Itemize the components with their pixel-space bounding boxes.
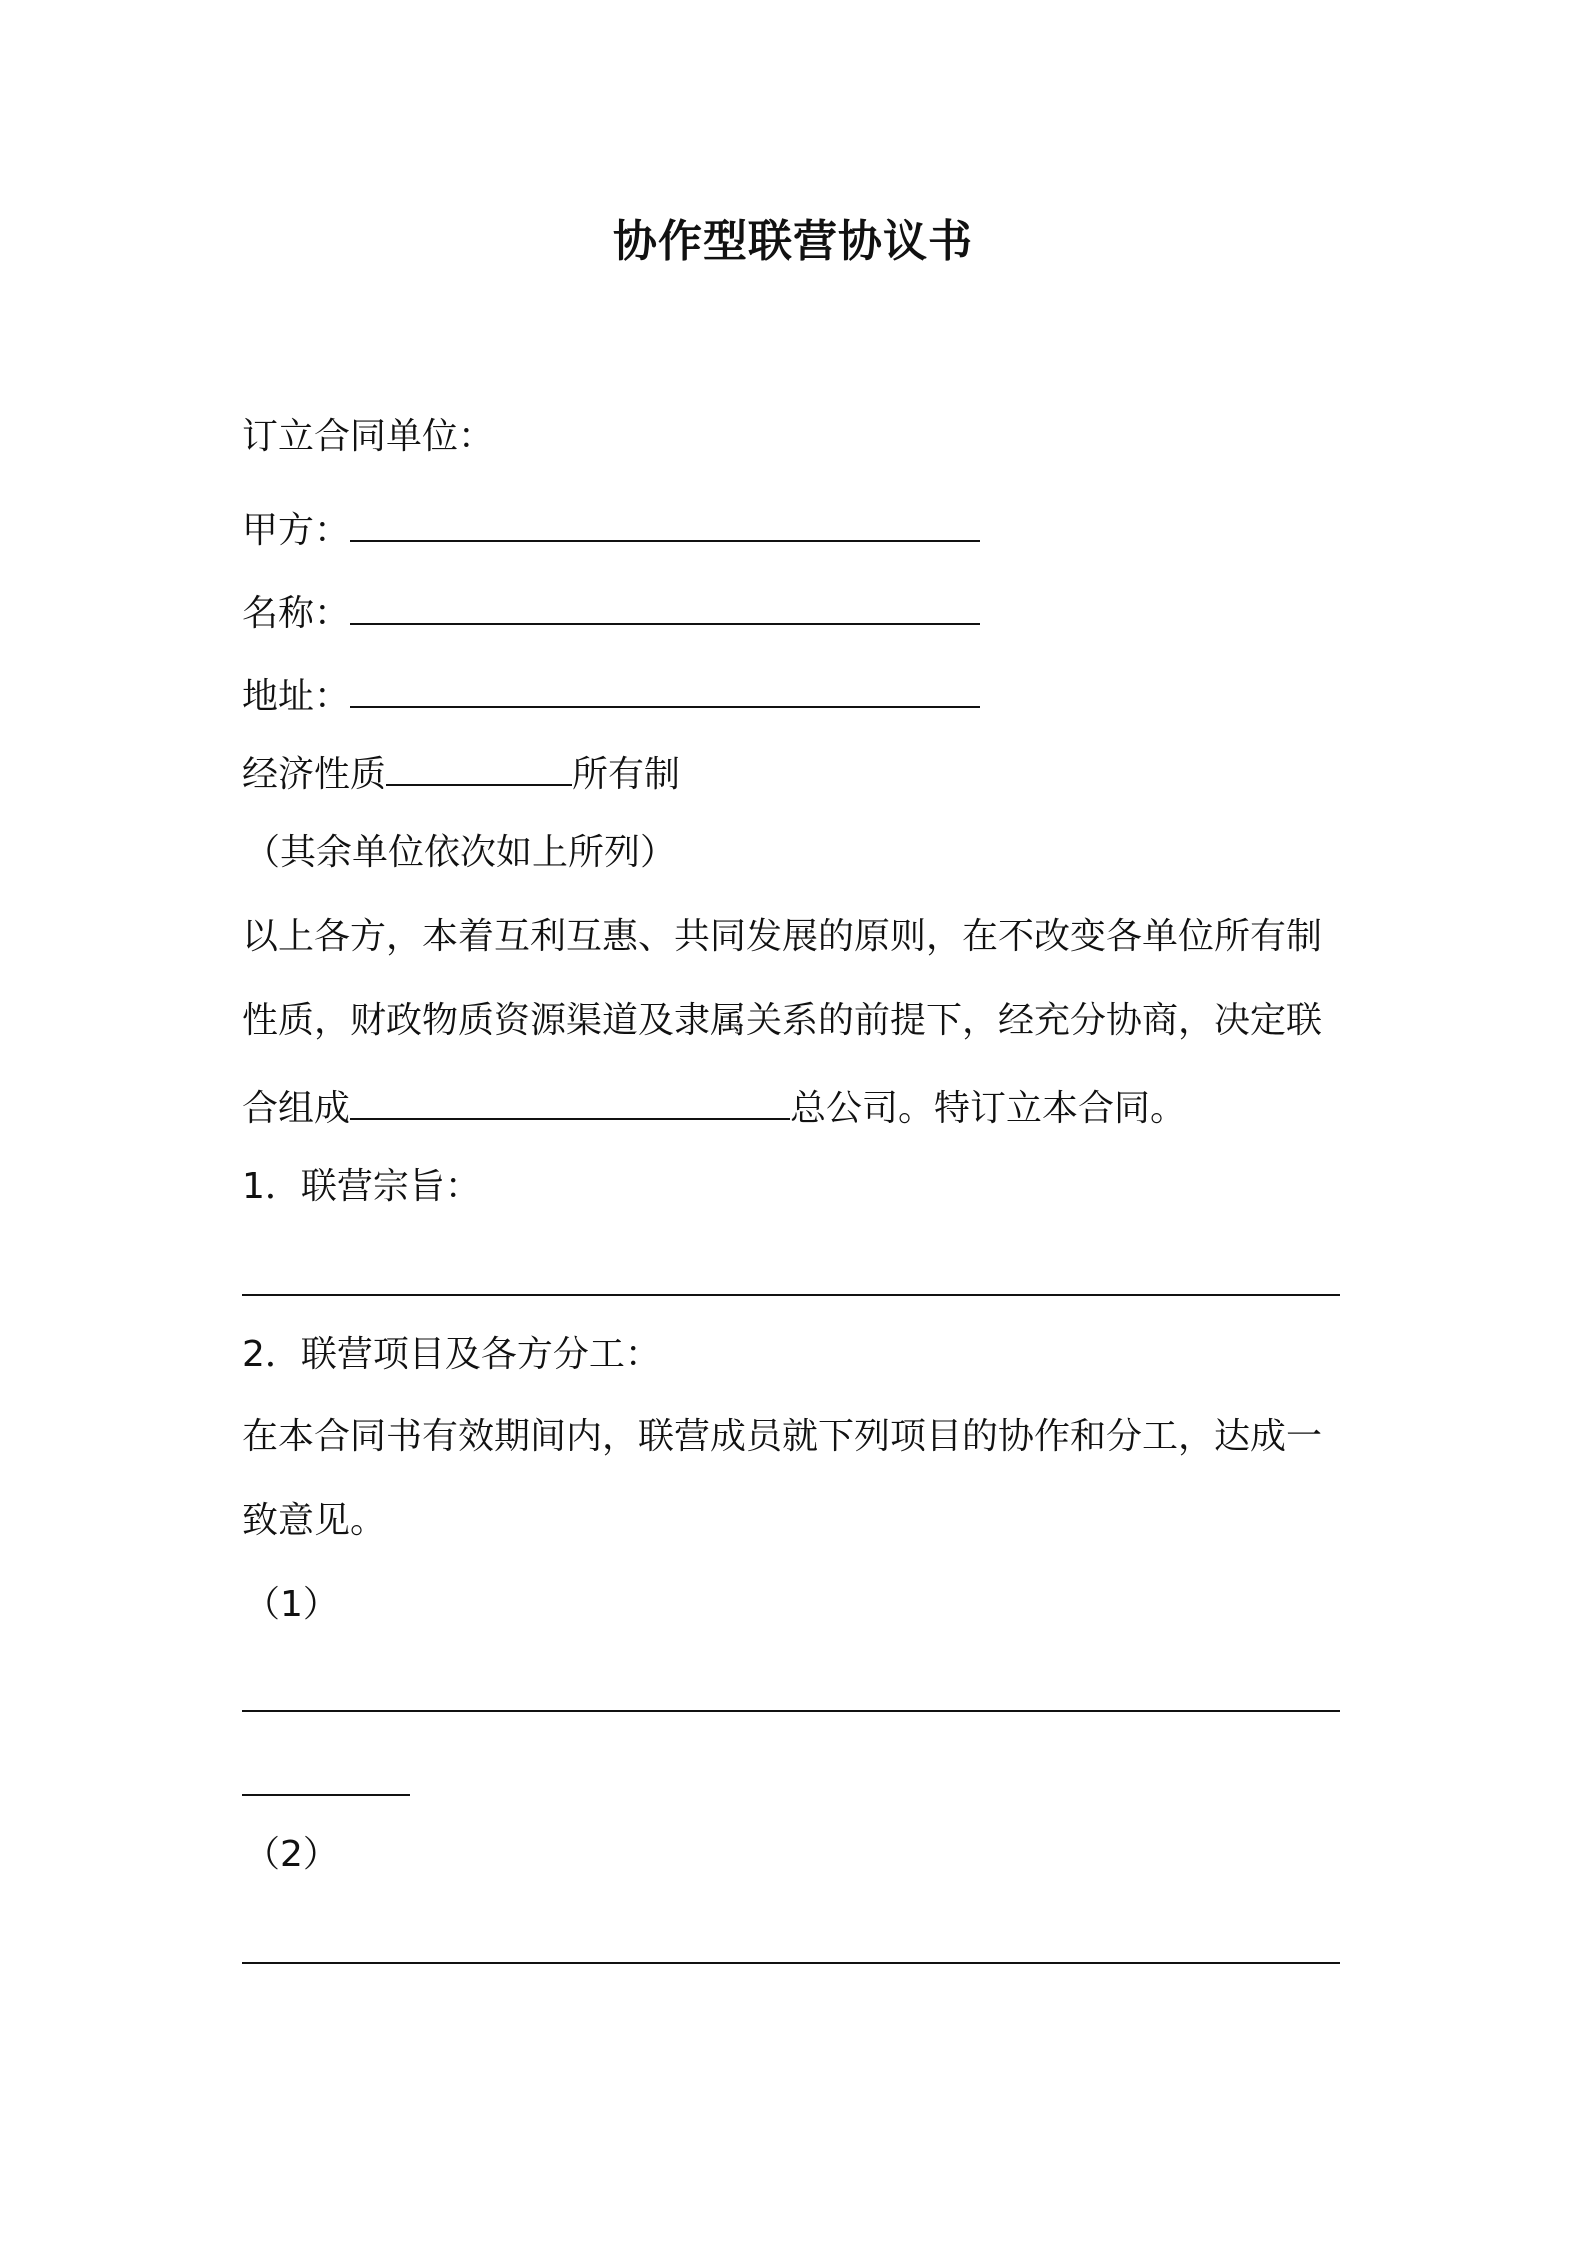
item-2-blank[interactable] [242, 1962, 1340, 1964]
name-line [242, 585, 980, 639]
section-1-heading: 1．联营宗旨： [242, 1166, 481, 1207]
address-line [242, 668, 980, 722]
contracting-units-label: 订立合同单位： [242, 416, 495, 457]
item-1-blank-line-2[interactable] [242, 1794, 410, 1796]
section-2-heading: 2．联营项目及各方分工： [242, 1334, 661, 1375]
other-units-note: （其余单位依次如上所列） [244, 832, 677, 873]
section-1-blank[interactable] [242, 1294, 1340, 1296]
name-label: 名称： [242, 593, 351, 634]
party-a-label: 甲方： [242, 510, 351, 551]
preamble-line-2: 性质，财政物质资源渠道及隶属关系的前提下，经充分协商，决定联 [242, 1000, 1323, 1041]
preamble-line-3-suffix: 总公司。特订立本合同。 [790, 1088, 1187, 1129]
item-2-label: （2） [244, 1834, 339, 1875]
preamble-line-1: 以上各方，本着互利互惠、共同发展的原则，在不改变各单位所有制 [242, 916, 1323, 957]
economic-nature-line [242, 746, 680, 800]
preamble-line-3 [242, 1080, 1186, 1134]
address-label: 地址： [242, 676, 351, 717]
party-a-blank[interactable] [350, 502, 980, 542]
economic-nature-blank[interactable] [386, 746, 572, 786]
name-blank[interactable] [350, 585, 980, 625]
company-name-blank[interactable] [350, 1080, 790, 1120]
party-a-line [242, 502, 980, 556]
document-title: 协作型联营协议书 [613, 216, 973, 267]
preamble-line-3-prefix: 合组成 [242, 1088, 351, 1129]
economic-nature-suffix: 所有制 [572, 754, 681, 795]
economic-nature-prefix: 经济性质 [242, 754, 387, 795]
section-2-para-line-1: 在本合同书有效期间内，联营成员就下列项目的协作和分工，达成一 [242, 1416, 1323, 1457]
item-1-blank-line-1[interactable] [242, 1710, 1340, 1712]
section-2-para-line-2: 致意见。 [242, 1500, 387, 1541]
item-1-label: （1） [244, 1584, 339, 1625]
address-blank[interactable] [350, 668, 980, 708]
